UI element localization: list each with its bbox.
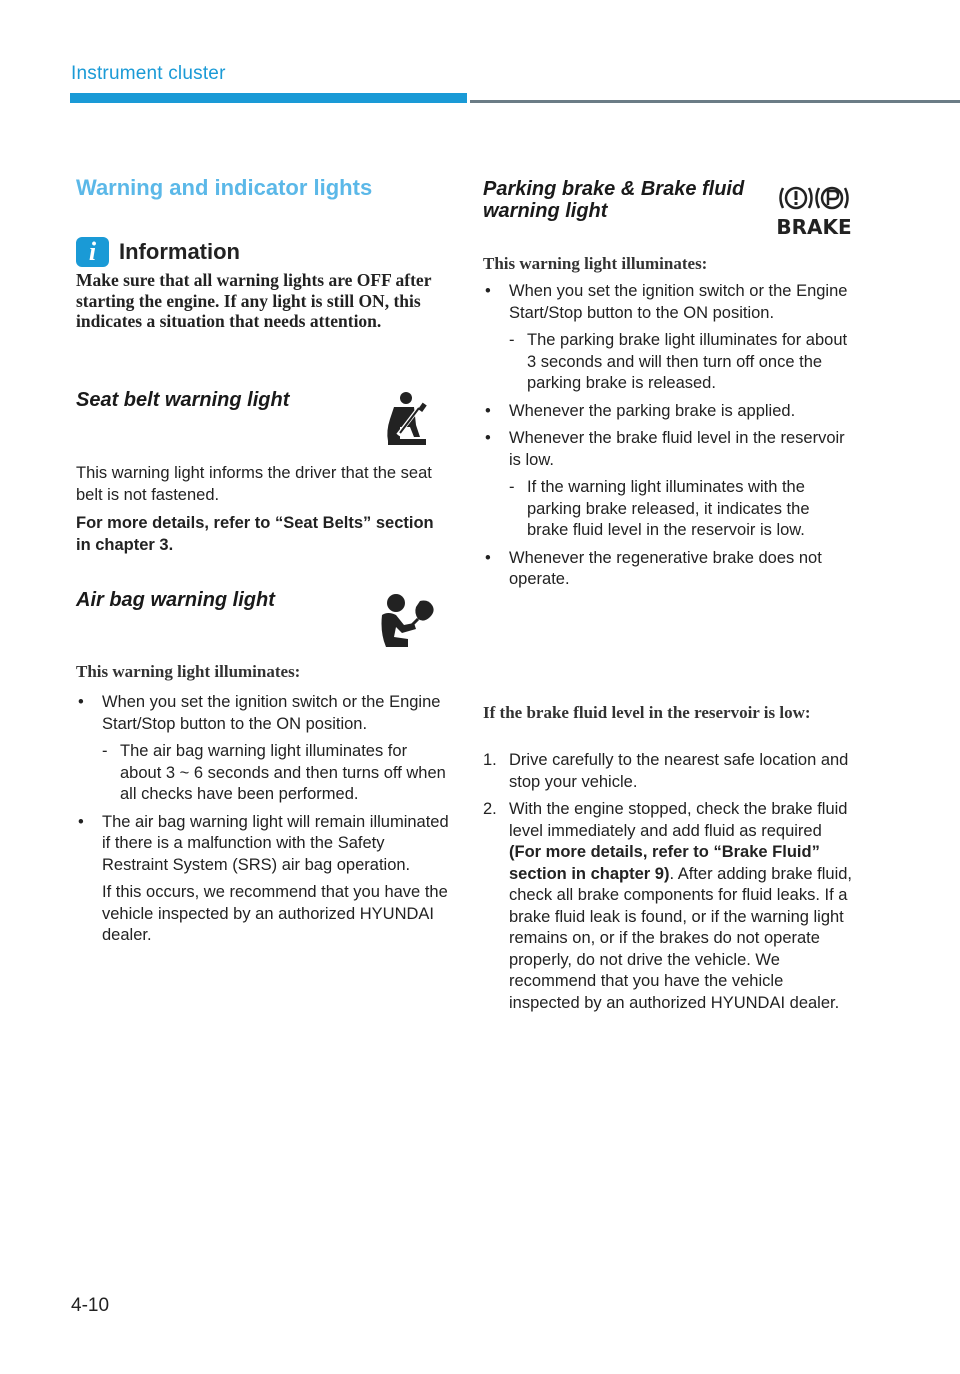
seat-belt-title: Seat belt warning light (76, 389, 290, 411)
list-item (483, 281, 855, 395)
bullet-text: When you set the ignition switch or the Engine Start/Stop button to the ON position. (102, 693, 441, 733)
list-item (483, 799, 855, 1014)
brake-fluid-lead: If the brake fluid level in the reservoir is low: (483, 703, 811, 722)
brake-warning-icon (776, 184, 852, 241)
step-number: 1. (483, 751, 497, 769)
step-reference: (For more details, refer to “Brake Fluid” section in chapter 9) (509, 843, 820, 883)
air-bag-icon (378, 593, 440, 656)
parking-brake-lead: This warning light illuminates: (483, 254, 708, 273)
air-bag-title: Air bag warning light (76, 589, 275, 611)
list-item (483, 548, 855, 591)
brake-fluid-steps (483, 750, 855, 1020)
info-icon: i (76, 237, 109, 267)
bullet-text: Whenever the brake fluid level in the reservoir is low. (509, 429, 845, 469)
header-accent-bar (70, 93, 467, 103)
sub-bullet-text: If the warning light illuminates with the parking brake released, it indicates the brake fluid level in the reservoir is low. (527, 478, 810, 539)
seat-belt-reference: For more details, refer to “Seat Belts” section in chapter 3. (76, 514, 434, 554)
information-heading (76, 237, 240, 267)
bullet-text: Whenever the regenerative brake does not operate. (509, 548, 822, 588)
parking-brake-title: Parking brake & Brake fluid warning light (483, 178, 745, 222)
list-item (76, 692, 450, 806)
list-item (102, 741, 450, 806)
bullet-text: Whenever the parking brake is applied. (509, 401, 796, 420)
step-text: With the engine stopped, check the brake fluid level immediately and add fluid as required (509, 800, 848, 840)
sub-bullet-text: The air bag warning light illuminates for about 3 ~ 6 seconds and then turns off when all checks have been performed. (120, 742, 446, 803)
list-item (76, 812, 450, 947)
list-item (483, 750, 855, 793)
seat-belt-icon (380, 391, 434, 454)
information-label: Information (119, 239, 240, 264)
step-number: 2. (483, 800, 497, 818)
page-number: 4-10 (71, 1295, 110, 1316)
list-item (509, 330, 855, 395)
seat-belt-text: This warning light informs the driver that the seat belt is not fastened. (76, 464, 432, 504)
step-text: . After adding brake fluid, check all brake components for fluid leaks. If a brake fluid leak is found, or if the warning light remains on, or if the brakes do not operate properly, do not drive the vehicle. We recommend that you have the vehicle inspected by an authorized HYUNDAI dealer. (509, 864, 852, 1012)
sub-bullet-text: The parking brake light illuminates for about 3 seconds and will then turn off once the parking brake is released. (527, 331, 848, 392)
air-bag-lead: This warning light illuminates: (76, 662, 301, 681)
parking-brake-bullets (483, 281, 855, 597)
list-item (483, 401, 855, 423)
running-header: Instrument cluster (71, 63, 226, 84)
step-text: Drive carefully to the nearest safe location and stop your vehicle. (509, 751, 849, 791)
information-text: Make sure that all warning lights are OFF after starting the engine. If any light is still ON, this indicates a situation that needs attention. (76, 270, 432, 331)
list-item (509, 477, 855, 542)
header-rule (470, 100, 960, 103)
bullet-text: When you set the ignition switch or the Engine Start/Stop button to the ON position. (509, 282, 848, 322)
brake-icon-label: BRAKE (776, 215, 852, 236)
bullet-text: The air bag warning light will remain illuminated if there is a malfunction with the Safety Restraint System (SRS) air bag operation. (102, 812, 449, 874)
list-item (483, 428, 855, 542)
bullet-paragraph: If this occurs, we recommend that you have the vehicle inspected by an authorized HYUNDAI dealer. (102, 883, 448, 944)
section-title: Warning and indicator lights (76, 175, 373, 200)
air-bag-bullets (76, 692, 450, 953)
